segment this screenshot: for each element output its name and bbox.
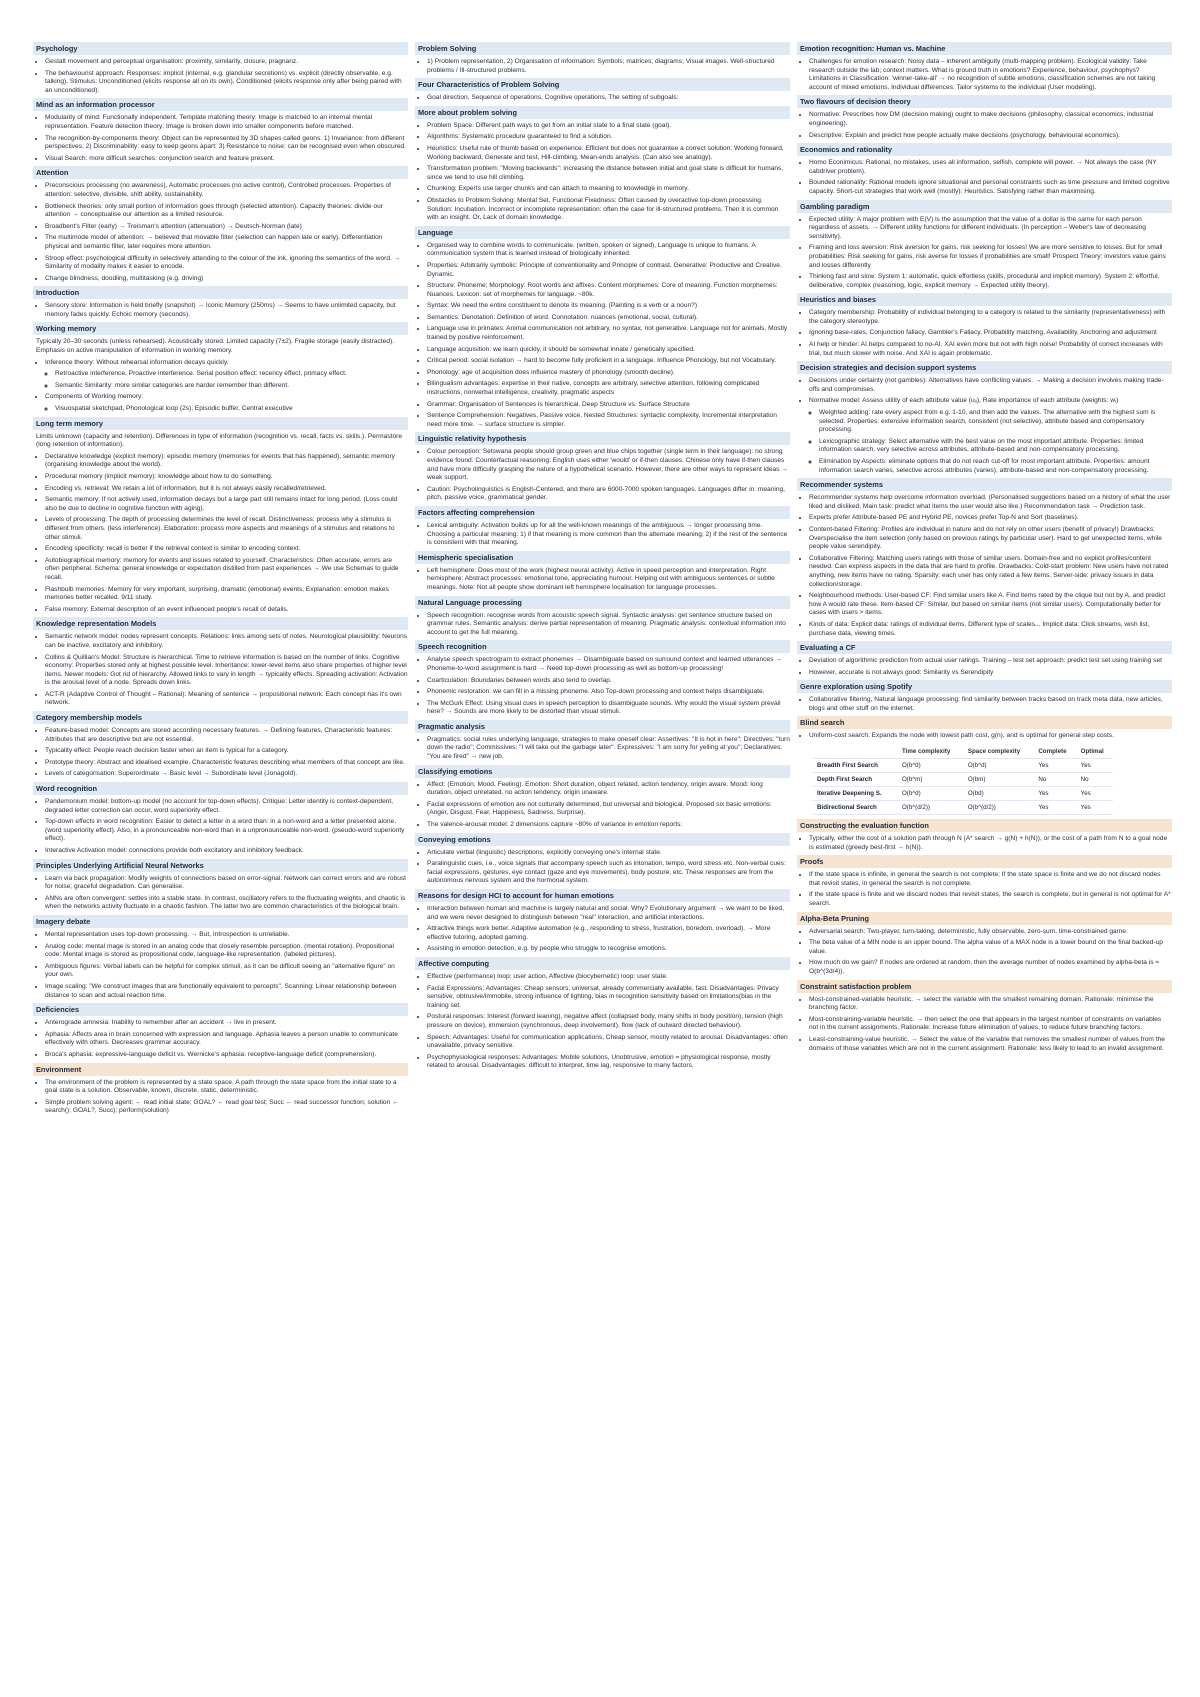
section: [797, 716, 1172, 815]
bullet-list: [797, 835, 1172, 852]
bullet-item: • Levels of processing: The depth of processing determines the level of recall. Distinctiveness: process why a stimulus is different from others. (less interference). Elaboration: process more aspects and meanings of a stimulus and relations to other stimuli.: [45, 516, 408, 542]
section: [415, 720, 790, 762]
bullet-item: • How much do we gain? If nodes are ordered at random, then the average number of nodes examined by alpha-beta is ≈ O(b^(3d/4)).: [809, 959, 1172, 976]
bullet-item: • Framing and loss aversion: Risk aversion for gains, risk seeking for losses! We are more sensitive to losses. But for small probabilities: Risk seeking for gains, risk averse for losses if probabilities are small! Prospect Theory: investors value gains and losses differently: [809, 244, 1172, 270]
table-cell: No: [1034, 773, 1076, 787]
bullet-item: • The multimode model of attention: → believed that movable filter (selection can happen late or early). Differentiation physical and semantic filter, later requires more attention.: [45, 234, 408, 251]
section: [33, 98, 408, 163]
bullet-list: [415, 448, 790, 503]
section: [797, 95, 1172, 140]
section-heading: Decision strategies and decision support systems: [797, 361, 1172, 374]
bullet-item: • Sensory store: Information is held briefly (snapshot) → Iconic Memory (250ms) → Seems to have unlimited capacity, but memory fades quickly. Echoic memory (seconds).: [45, 302, 408, 319]
section: [415, 226, 790, 430]
bullet-item: • Flashbulb memories: Memory for very important, surprising, dramatic (emotional) events. Explanation: emotion makes memories better recalled. 9/11 study.: [45, 586, 408, 603]
section-heading: Deficiencies: [33, 1003, 408, 1016]
section: [415, 765, 790, 830]
complexity-table: [813, 745, 1113, 815]
section-heading: Principles Underlying Artificial Neural Networks: [33, 859, 408, 872]
bullet-item: • Pragmatics: social rules underlying language, strategies to make oneself clear: Assertives: "It is hot in here"; Directives: "turn down the radio"; Commissives: "I will take out the garbage later". Expressives: "I am sorry for yelling at you"; Declaratives: "You are fired" → new job.: [427, 736, 790, 762]
bullet-item: • Syntax: We need the entire constituent to denote its meaning. (Painting is a verb or a noun?): [427, 302, 790, 311]
bullet-item: • Expected utility: A major problem with E(V) is the assumption that the value of a dollar is the same for each person regardless of assets. → Different utility functions for different individuals. (In perception – Weber's law of decreasing sensitivity).: [809, 216, 1172, 242]
bullet-item: ◦ Lexicographic strategy: Select alternative with the best value on the most important attribute. Properties: limited information search, very selective across attributes, attribute-based and non-compensatory processing.: [819, 438, 1172, 455]
section-heading: Factors affecting comprehension: [415, 506, 790, 519]
bullet-item: • Decisions under certainty (not gambles): Alternatives have conflicting values. → Making a decision involves making trade-offs and compromises.: [809, 377, 1172, 394]
bullet-item: • Top-down effects in word recognition: Easier to detect a letter in a word than: in a non-word and a letter presented alone. (word superiority effect). Also, in a pronounceable non-word than in a unpronounceable non-word. (pseudo-word superiority effect).: [45, 818, 408, 844]
bullet-list: [797, 996, 1172, 1054]
bullet-item: • Chunking: Experts use larger chunks and can attach to meaning to knowledge in memory.: [427, 185, 790, 194]
section-heading: Evaluating a CF: [797, 641, 1172, 654]
section: [415, 596, 790, 638]
bullet-item: • Aphasia: Affects area in brain concerned with expression and language. Aphasia leaves a person unable to communicate effectively with others. Decreases grammar accuracy.: [45, 1031, 408, 1048]
bullet-item: • Broca's aphasia: expressive-language deficit vs. Wernicke's aphasia: receptive-language deficit (comprehension).: [45, 1051, 408, 1060]
bullet-item: • Speech recognition: recognise words from acoustic speech signal. Syntactic analysis: get sentence structure based on grammar rules. Semantic analysis: derive partial representation of meaning. Pragmatic analysis: contextual information into account to get the full meaning.: [427, 612, 790, 638]
section-heading: Four Characteristics of Problem Solving: [415, 78, 790, 91]
bullet-item: • Mental representation uses top-down processing. → But, Introspection is unreliable.: [45, 931, 408, 940]
table-cell: O(b^m): [898, 773, 964, 787]
section: [797, 293, 1172, 358]
bullet-list: [415, 849, 790, 886]
bullet-list: [33, 302, 408, 319]
bullet-item: • Left hemisphere: Does most of the work (highest neural activity). Active in speed perception and interpretation. Right hemisphere: Abstract processes: emotional tone, appreciating humour. Helping out with ambiguous sentences or subtle meanings. Note: Not all people show dominant left hemisphere localisation for language processes.: [427, 567, 790, 593]
table-header-cell: Optimal: [1077, 745, 1113, 759]
table-cell: O(b^d): [898, 759, 964, 773]
bullet-item: ◦ Weighted adding: rate every aspect from e.g. 1-10, and then add the values. The alternative with the highest sum is selected. Properties: extensive information search, consistent (not selective), attribute based and compensatory processing.: [819, 409, 1172, 435]
section-heading: Knowledge representation Models: [33, 617, 408, 630]
bullet-item: • Effective (performance) loop: user action, Affective (biocybernetic) loop: user state.: [427, 973, 790, 982]
bullet-item: • Stroop effect: psychological difficulty in selectively attending to the colour of the ink, ignoring the semantics of the word. → Similarity of modality makes it easier to encode.: [45, 255, 408, 272]
bullet-item: • AI help or hinder: AI helps compared to no-AI. XAI even more but not with high noise! Probability of correct increases with trial, but much slower with noise. And XAI is again problematic.: [809, 341, 1172, 358]
section-heading: Economics and rationality: [797, 143, 1172, 156]
bullet-item: • Challenges for emotion research: Noisy data – inherent ambiguity (multi-mapping problem). Ecological validity: Take research outside the lab; context matters. What is ground truth in emotions? Experience, behaviour, psychophys? Limitations in Classification: 'winner-take-all' → no recognition of subtle emotions, classification schemes are not taking account of mixed emotions. Individual differences: Tailor systems to the individual (User modeling).: [809, 58, 1172, 92]
bullet-item: • Semantic memory: If not actively used, information decays but a large part still remains intact for long period. (Loss could also be due to decline in cognitive function with aging).: [45, 496, 408, 513]
bullet-list: [415, 567, 790, 593]
bullet-list: [797, 494, 1172, 638]
bullet-list: [33, 1019, 408, 1059]
table-cell: Yes: [1077, 801, 1113, 815]
table-cell: Depth First Search: [813, 773, 898, 787]
section-heading: Classifying emotions: [415, 765, 790, 778]
section: [797, 143, 1172, 196]
section: [33, 711, 408, 779]
section-heading: Mind as an information processor: [33, 98, 408, 111]
bullet-item: • The recognition-by-components theory: Object can be represented by 3D shapes called geons. 1) Invariance: from different perspectives; 2) Discriminability: easy to keep geons apart; 3) Resistance to noise: can be recognised even when obscured.: [45, 135, 408, 152]
bullet-item: • Components of Working memory:: [45, 393, 408, 402]
section-heading: Category membership models: [33, 711, 408, 724]
bullet-item: • 1) Problem representation, 2) Organisation of information: Symbols; matrices; diagrams; Visual images. Well-structured problems / Ill-structured problems.: [427, 58, 790, 75]
bullet-list: [415, 94, 790, 103]
section-paragraph: Typically 20–30 seconds (unless rehearsed). Acoustically stored. Limited capacity (7±2). Fragile storage (easily distracted). Emphasis on active manipulation of information in working memory.: [36, 338, 395, 355]
bullet-item: • Transformation problem: "Moving backwards": increasing the distance between initial and goal state is difficult for humans, since we tend to use hill climbing.: [427, 165, 790, 182]
bullet-item: • Most-constrained-variable heuristic. → select the variable with the smallest remaining domain. Rationale: minimise the branching factor.: [809, 996, 1172, 1013]
bullet-item: • Assisting in emotion detection, e.g. by people who struggle to recognise emotions.: [427, 945, 790, 954]
table-row: [813, 801, 1113, 815]
bullet-list: [797, 657, 1172, 677]
bullet-item: • Encoding specificity: recall is better if the retrieval context is similar to encoding context.: [45, 545, 408, 554]
section: [33, 859, 408, 912]
section-heading: Word recognition: [33, 782, 408, 795]
bullet-item: • Problem Space: Different path ways to get from an initial state to a final state (goal).: [427, 122, 790, 131]
bullet-item: • Grammar: Organisation of Sentences is hierarchical. Deep Structure vs. Surface Structure: [427, 401, 790, 410]
column-right: [797, 40, 1172, 1680]
bullet-item: • Collins & Quillian's Model: Structure is hierarchical. Time to retrieve information is based on the number of links. Cognitive economy: Properties stored only at highest possible level. Inheritance: lower-level items also share properties of higher level items. Newer models: Got rid of hierarchy. Allowed links to vary in length → typicality effects. Spreading activation: Activation is the arousal level of a node. Spreads down links.: [45, 654, 408, 688]
section: [797, 912, 1172, 977]
section: [33, 286, 408, 319]
bullet-list: [33, 633, 408, 708]
section-heading: Genre exploration using Spotify: [797, 680, 1172, 693]
bullet-item: • Neighbourhood methods: User-based CF: Find similar users like A. Find items rated by the clique but not by A, and predict how A would rate these. Item-based CF: Similar, but based on similar items (not similar users). Computationally better for cases with users > items.: [809, 592, 1172, 618]
section-heading: Attention: [33, 166, 408, 179]
bullet-item: • Broadbent's Filter (early) → Treisman's attention (attenuation) → Deutsch-Norman (late): [45, 223, 408, 232]
bullet-item: • Least-constraining-value heuristic. → Select the value of the variable that removes the smallest number of values from the domains of those variables which are not in the current assignment. Rationale: less likely to lead to an invalid assignment.: [809, 1036, 1172, 1053]
section: [797, 641, 1172, 677]
bullet-item: • Image scaling: "We construct images that are functionally equivalent to percepts". Scanning: Linear relationship between distance to scan and actual reaction time.: [45, 983, 408, 1000]
bullet-item: • Colour perception: Setswana people should group green and blue chips together (single term in their language): no strong evidence found. Counterfactual reasoning: English uses either 'would' or if-then clauses. Chinese only have if-then clauses and have more difficulty grasping the nature of a hypothetical scenario. However, there are other ways to represent ideas → weak support.: [427, 448, 790, 482]
bullet-item: • Kinds of data: Explicit data: ratings of individual items. Different type of scales... Implicit data: Click streams, wish list, purchase data, viewing times.: [809, 621, 1172, 638]
bullet-item: • Psychophysiological responses: Advantages: Mobile solutions, Unobtrusive, emotion = physiological response, mostly related to arousal. Disadvantages: difficult to interpret, time lag, responsive to many factors.: [427, 1054, 790, 1071]
table-cell: O(b^(d/2)): [898, 801, 964, 815]
bullet-item: • Anterograde amnesia: Inability to remember after an accident → live in present.: [45, 1019, 408, 1028]
bullet-item: ◦ Semantic Similarity: more similar categories are harder remember than different.: [55, 382, 408, 391]
table-header-cell: Complete: [1034, 745, 1076, 759]
table-header-row: [813, 745, 1113, 759]
bullet-item: • If the state space is finite and we discard nodes that revisit states, the search is complete, but in general is not optimal for A* search.: [809, 891, 1172, 908]
section: [797, 42, 1172, 92]
bullet-item: • Preconscious processing (no awareness), Automatic processes (no active control), Controlled processes. Properties of attention: selective, divisible, shift ability, sustainability.: [45, 182, 408, 199]
bullet-item: • Category membership: Probability of individual belonging to a category is related to the similarity (representativeness) with the category stereotype.: [809, 309, 1172, 326]
bullet-item: • Levels of categorisation: Superordinate → Basic level → Subordinate level (Jonagold).: [45, 770, 408, 779]
bullet-item: • The valence-arousal model: 2 dimensions capture ~80% of variance in emotion reports:: [427, 821, 790, 830]
bullet-list: [33, 114, 408, 163]
bullet-list: [415, 736, 790, 762]
section-heading: Environment: [33, 1063, 408, 1076]
bullet-item: • If the state space is infinite, in general the search is not complete; If the state space is finite and we do not discard nodes that revisit states, in general the search is not complete.: [809, 871, 1172, 888]
bullet-item: • Feature-based model: Concepts are stored according necessary features. → Defining features, Characteristic features: Attributes that are descriptive but are not essential.: [45, 727, 408, 744]
bullet-item: • Structure: Phoneme; Morphology: Root words and affixes. Content morphemes: Core of meaning. Function morphemes: Nuances. Lexicon: set of morphemes for language. ~80k.: [427, 282, 790, 299]
bullet-list: [415, 58, 790, 75]
bullet-item: • Postural responses: Interest (forward leaning), negative affect (collapsed body, many shifts in body position), tension (high pressure on device), immersion (synchronous, deep involvement), flow (lack of outward directed behaviour).: [427, 1013, 790, 1030]
bullet-item: • Analyse speech spectrogram to extract phonemes → Disambiguate based on surround context and learned utterances → Phoneme-to-word assignment is hard → Need top-down processing as well as bottom-up processing!: [427, 656, 790, 673]
bullet-item: • Critical period: social isolation → hard to become fully proficient in a language. Influence Phonology, but not Vocabulary.: [427, 357, 790, 366]
bullet-item: • ANNs are often convergent: settles into a stable state. In contrast, oscillatory refers to the fluctuating weights, and chaotic is when the networks activity fluctuate in a chaotic fashion. The latter two are common characteristics of the biological brain.: [45, 895, 408, 912]
table-cell: O(b^d): [898, 787, 964, 801]
bullet-item: • Homo Econimicus: Rational, no mistakes, uses all information, selfish, complete will power. → Not always the case (NY cabdriver problem).: [809, 159, 1172, 176]
bullet-item: • The beta value of a MIN node is an upper bound. The alpha value of a MAX node is a lower bound on the final backed-up value.: [809, 939, 1172, 956]
bullet-item: • Gestalt movement and perceptual organisation: proximity, similarity, closure, pragnanz.: [45, 58, 408, 67]
bullet-item: • Autobiographical memory: memory for events and issues related to yourself. Characteristics: Often accurate, errors are often peripheral. Schema: general knowledge or expectation distilled from past experiences → We use Schemas to guide recall.: [45, 557, 408, 583]
bullet-item: • Encoding vs. retrieval: We retain a lot of information, but it is not always easily recalled/retrieved.: [45, 485, 408, 494]
bullet-list: [415, 522, 790, 548]
bullet-item: • Content-based Filtering: Profiles are individual in nature and do not rely on other users (benefit of privacy!) Drawbacks: Overspecialise the item selection (only based on previous ratings by particular user). Hard to get unexpected items, while people value serendipity.: [809, 526, 1172, 552]
bullet-list: [797, 377, 1172, 475]
section-heading: Constructing the evaluation function: [797, 819, 1172, 832]
bullet-item: • Uniform-cost search: Expands the node with lowest path cost, g(n), and is optimal for general step costs.: [809, 732, 1172, 741]
section-heading: Proofs: [797, 855, 1172, 868]
bullet-item: • Articulate verbal (linguistic) descriptions, explicitly conveying one's internal state.: [427, 849, 790, 858]
bullet-item: • Lexical ambiguity: Activation builds up for all the well-known meanings of the ambiguous → longer processing time. Choosing a particular meaning: 1) if that meaning is more common than the alternate meaning; 2) if the rest of the sentence is consistent with that meaning.: [427, 522, 790, 548]
section: [415, 833, 790, 886]
table-cell: No: [1077, 773, 1113, 787]
section: [33, 417, 408, 615]
section: [415, 889, 790, 954]
bullet-item: • Normative: Prescribes how DM (decision making) ought to make decisions (philosophy, classical economics, industrial engineering).: [809, 111, 1172, 128]
bullet-list: [33, 359, 408, 414]
bullet-list: [33, 1079, 408, 1116]
section-heading: More about problem solving: [415, 106, 790, 119]
bullet-item: • Collaborative filtering, Natural language processing: find similarity between tracks based on track meta data, new articles, blogs and other stuff on the internet.: [809, 696, 1172, 713]
bullet-item: • Experts prefer Attribute-based PE and Hybrid PE, novices prefer Top-N and Sort (baselines).: [809, 514, 1172, 523]
bullet-item: • Normative model: Assess utility of each attribute value (uᵢⱼ), Rate importance of each attribute (weights: wⱼ): [809, 397, 1172, 406]
bullet-list: [33, 798, 408, 856]
section-heading: Psychology: [33, 42, 408, 55]
section-heading: Language: [415, 226, 790, 239]
column-middle: [415, 40, 790, 1680]
section-heading: Imagery debate: [33, 915, 408, 928]
bullet-list: [797, 58, 1172, 92]
section-heading: Affective computing: [415, 957, 790, 970]
section-heading: Emotion recognition: Human vs. Machine: [797, 42, 1172, 55]
section: [797, 200, 1172, 291]
bullet-list: [797, 928, 1172, 977]
table-cell: Yes: [1034, 787, 1076, 801]
table-header-cell: [813, 745, 898, 759]
bullet-item: • Inference theory: Without rehearsal information decays quickly.: [45, 359, 408, 368]
bullet-item: • Language acquisition: we learn quickly, it should be somewhat innate / genetically specified.: [427, 346, 790, 355]
section: [415, 432, 790, 503]
bullet-item: • Change blindness, doodling, multitasking (e.g. driving): [45, 275, 408, 284]
section: [797, 478, 1172, 638]
section-heading: Hemispheric specialisation: [415, 551, 790, 564]
bullet-item: • Speech: Advantages: Useful for communication applications, Cheap sensor, mostly related to arousal. Disadvantages: often unavailable, privacy sensitive.: [427, 1034, 790, 1051]
bullet-item: • Adversarial search: Two-player, turn-taking, deterministic, fully observable, zero-sum, time-constrained game.: [809, 928, 1172, 937]
section: [797, 680, 1172, 713]
bullet-item: • Ignoring base-rates, Conjunction fallacy, Gambler's Fallacy, Probability matching, Availability, Anchoring and adjustment: [809, 329, 1172, 338]
section-heading: Gambling paradigm: [797, 200, 1172, 213]
section-heading: Heuristics and biases: [797, 293, 1172, 306]
section-heading: Problem Solving: [415, 42, 790, 55]
section-heading: Working memory: [33, 322, 408, 335]
section: [33, 42, 408, 95]
bullet-item: • Modularity of mind: Functionally independent. Template matching theory: Image is matched to an internal mental representation. Feature detection theory: Image is broken down into smaller components before matched.: [45, 114, 408, 131]
bullet-item: • Analog code: mental mage is stored in an analog code that closely resemble perception. (mental rotation). Propositional code: Mental image is stored as propositional code, language-like representation. (labeled pictures).: [45, 943, 408, 960]
section: [415, 42, 790, 75]
section-heading: Reasons for design HCI to account for human emotions: [415, 889, 790, 902]
bullet-list: [33, 453, 408, 615]
bullet-item: • Bounded rationality: Rational models ignore situational and personal constraints such as time pressure and limited cognitive capacity. Short-cut strategies that work well (mostly): Heuristics. Satisfying rather than maximising.: [809, 179, 1172, 196]
bullet-item: • Obstacles to Problem Solving: Mental Set, Functional Fixedness: Often caused by overactive top-down processing. Solution: Incubation. Incorrect or incomplete representation: often the case for ill-structured problems. Then it is common with an insight. Or, Lack of domain knowledge.: [427, 197, 790, 223]
section-heading: Recommender systems: [797, 478, 1172, 491]
bullet-item: • ACT-R (Adaptive Control of Thought – Rational): Meaning of sentence → propositional network. Each concept has it's own network.: [45, 691, 408, 708]
table-cell: O(bd): [964, 787, 1034, 801]
bullet-list: [797, 216, 1172, 291]
table-row: [813, 773, 1113, 787]
bullet-list: [415, 656, 790, 717]
section: [797, 980, 1172, 1054]
bullet-item: • Declarative knowledge (explicit memory): episodic memory (memories for events that has happened), semantic memory (organising knowledge about the world).: [45, 453, 408, 470]
bullet-item: • Deviation of algorithmic prediction from actual user ratings. Training – test set approach: predict test set using training set: [809, 657, 1172, 666]
bullet-list: [33, 875, 408, 912]
bullet-item: • Attractive things work better. Adaptive automation (e.g., responding to stress, frustration, boredom, overload). → More effective tutoring, adopted gaming.: [427, 925, 790, 942]
section-heading: Speech recognition: [415, 640, 790, 653]
bullet-item: • Bilingualism advantages: expertise in their native, concepts are arbitrary, selective attention, following complicated instructions, nonverbal intelligence, creativity, pragmatic aspects: [427, 380, 790, 397]
bullet-item: • Interactive Activation model: connections provide both excitatory and inhibitory feedback.: [45, 847, 408, 856]
bullet-item: • Goal direction, Sequence of operations, Cognitive operations, The setting of subgoals:: [427, 94, 790, 103]
section-paragraph: Limits unknown (capacity and retention). Differences in type of information (recognition vs. recall, facts vs. skills.). Permastore (long retention of information).: [36, 432, 402, 449]
section-heading: Pragmatic analysis: [415, 720, 790, 733]
bullet-list: [415, 905, 790, 954]
bullet-list: [415, 973, 790, 1071]
bullet-item: • Facial Expressions: Advantages: Cheap sensors, universal, already commercially available, fast. Disadvantages: Privacy sensitive, obtrusive/immobile, strong influence of lighting, bias in recognition sensitivity based on limitations(bias in the training set.: [427, 985, 790, 1011]
bullet-item: • Simple problem solving agent: ← read initial state; GOAL? ← read goal test; Succ ← read successor function; solution ← search(); GOAL?, Succ); perform(solution): [45, 1099, 408, 1116]
bullet-item: • Facial expressions of emotion are not culturally determined, but universal and biological. Proposed six basic emotions: (Anger, Disgust, Fear, Happiness, Sadness, Surprise).: [427, 801, 790, 818]
bullet-item: • Sentence Comprehension: Negatives, Passive voice, Nested Structures: syntactic complexity, Incremental interpretation need more time. → surface structure is simpler.: [427, 412, 790, 429]
section-heading: Alpha-Beta Pruning: [797, 912, 1172, 925]
bullet-item: • Learn via back propagation: Modify weights of connections based on error-signal. Network can correct errors and are robust for noise; graceful degradation. Can generalise.: [45, 875, 408, 892]
bullet-item: • The environment of the problem is represented by a state space. A path through the state space from the initial state to a goal state is a solution. Observable, known, discrete, static, deterministic.: [45, 1079, 408, 1096]
section: [797, 819, 1172, 852]
bullet-item: • Typically, either the cost of a solution path through N (A* search → g(N) + h(N)), or the cost of a path from N to a goal node is estimated (greedy best-first → h(N)).: [809, 835, 1172, 852]
table-header-cell: Time complexity: [898, 745, 964, 759]
bullet-list: [33, 58, 408, 95]
section-heading: Linguistic relativity hypothesis: [415, 432, 790, 445]
bullet-item: • Descriptive: Explain and predict how people actually make decisions (psychology, behavioural economics).: [809, 132, 1172, 141]
bullet-list: [415, 242, 790, 430]
table-row: [813, 787, 1113, 801]
bullet-list: [797, 159, 1172, 196]
bullet-item: • Algorithms: Systematic procedure guaranteed to find a solution.: [427, 133, 790, 142]
bullet-list: [415, 612, 790, 638]
bullet-item: • Prototype theory: Abstract and idealised example. Characteristic features describing what members of that concept are like.: [45, 759, 408, 768]
bullet-item: • Phonology: age of acquisition does influence mastery of phonology (smooth decline).: [427, 369, 790, 378]
bullet-item: • Pandemonium model: bottom-up model (no account for top-down effects). Critique: Letter identity is context-dependent, degraded letter correction can occur, word superiority effect.: [45, 798, 408, 815]
bullet-item: • Thinking fast and slow: System 1: automatic, quick effortless (skills, procedural and implicit memory). System 2: effortful, deliberative, complex (reasoning, logic, explicit memory → Expected utility theory).: [809, 273, 1172, 290]
section: [415, 78, 790, 103]
section: [415, 551, 790, 593]
bullet-item: • The McGurk Effect: Using visual cues in speech perception to disambiguate sounds. Why would the visual system prevail here? → Sounds are more likely to be distorted than visual stimuli.: [427, 700, 790, 717]
section: [415, 106, 790, 223]
table-cell: Yes: [1077, 787, 1113, 801]
section: [33, 322, 408, 413]
bullet-list: [33, 182, 408, 283]
section-heading: Natural Language processing: [415, 596, 790, 609]
bullet-item: • Heuristics: Useful rule of thumb based on experience. Efficient but does not guarantee a correct solution: Working forward, Working backward, Generate and test, Hill-climbing, Mean-ends analysis. (Can also see analogy).: [427, 145, 790, 162]
bullet-item: • However, accurate is not always good: Similarity vs Serendipity: [809, 669, 1172, 678]
table-cell: Iterative Deepening S.: [813, 787, 898, 801]
section-heading: Long term memory: [33, 417, 408, 430]
bullet-item: • Most-constraining-variable heuristic. → then select the one that appears in the largest number of constraints on variables not in the current assignments. Rationale: Increase future elimination of values, to reduce future branching factors.: [809, 1016, 1172, 1033]
section-heading: Blind search: [797, 716, 1172, 729]
section: [415, 506, 790, 548]
bullet-list: [33, 727, 408, 779]
bullet-item: • Visual Search: more difficult searches: conjunction search and feature present.: [45, 155, 408, 164]
bullet-item: • Language use in primates: Animal communication not arbitrary, no syntax, not generative. Language not for animals. Mostly trained by positive reinforcement.: [427, 325, 790, 342]
column-left: [33, 40, 408, 1680]
bullet-item: ◦ Retroactive interference, Proactive interference. Serial position effect: recency effect, primacy effect.: [55, 370, 408, 379]
bullet-item: • Caution: Psycholinguistics is English-Centered, and there are 6000-7000 spoken languages. Languages differ in: meaning, pitch, passive voice, grammatical gender.: [427, 486, 790, 503]
bullet-list: [797, 871, 1172, 908]
bullet-item: • Semantic network model: nodes represent concepts. Relations: links among sets of notes. Neurological plausibility: Neurons can be inactive, excitatory and inhibitory.: [45, 633, 408, 650]
section: [33, 915, 408, 1000]
bullet-item: • Bottleneck theories: only small portion of information goes through (selected attention). Capacity theories: divide our attention → conceptualise our attention as a limited resource.: [45, 203, 408, 220]
section: [33, 617, 408, 708]
bullet-list: [797, 111, 1172, 140]
section: [33, 1063, 408, 1116]
bullet-list: [797, 309, 1172, 358]
table-header-cell: Space complexity: [964, 745, 1034, 759]
section-heading: Two flavours of decision theory: [797, 95, 1172, 108]
bullet-list: [415, 781, 790, 830]
table-cell: Yes: [1077, 759, 1113, 773]
bullet-item: • Interaction between human and machine is largely natural and social. Why? Evolutionary argument → we want to be liked, and we were never designed to distinguish between "real" interaction, and artificial interactions.: [427, 905, 790, 922]
section: [33, 166, 408, 283]
section-heading: Conveying emotions: [415, 833, 790, 846]
section-heading: Constraint satisfaction problem: [797, 980, 1172, 993]
section: [33, 1003, 408, 1059]
table-cell: O(bm): [964, 773, 1034, 787]
bullet-item: • Organised way to combine words to communicate. (written, spoken or signed), Language is unique to humans. A communication system that is learned instead of biologically inherited.: [427, 242, 790, 259]
table-cell: Yes: [1034, 759, 1076, 773]
section: [415, 640, 790, 717]
table-cell: Yes: [1034, 801, 1076, 815]
bullet-item: • Typicality effect: People reach decision faster when an item is typical for a category.: [45, 747, 408, 756]
bullet-item: ◦ Elimination by Aspects: eliminate options that do not reach cut-off for most important attribute. Properties: amount information search varies, selective across attributes (varies), attribute-based and non-compensatory processing.: [819, 458, 1172, 475]
table-cell: Bidirectional Search: [813, 801, 898, 815]
section: [33, 782, 408, 856]
table-cell: Breadth First Search: [813, 759, 898, 773]
bullet-list: [797, 696, 1172, 713]
bullet-item: ◦ Visuospatial sketchpad, Phonological loop (2s), Episodic buffer, Central executive: [55, 405, 408, 414]
section: [797, 855, 1172, 908]
cheat-sheet-page: [33, 40, 1173, 1680]
bullet-item: • Collaborative Filtering: Matching users ratings with those of similar users. Domain-free and no explicit profiles/content needed. Can express aspects in the data that are hard to profile. Drawbacks: Cold-start problem: New users have not rated anything, new items have no rating. Sparsity: each user has only rated a few items. Server-side: privacy issues in data collection/storage.: [809, 555, 1172, 589]
bullet-item: • Recommender systems help overcome information overload. (Personalised suggestions based on a history of what the user liked and disliked, Main task: predict what items the user would also like.) Recommendation task → Prediction task.: [809, 494, 1172, 511]
bullet-list: [797, 732, 1172, 741]
bullet-item: • Procedural memory (implicit memory): knowledge about how to do something.: [45, 473, 408, 482]
bullet-list: [33, 931, 408, 1000]
bullet-item: • Coarticulation: Boundaries between words also tend to overlap.: [427, 677, 790, 686]
table-row: [813, 759, 1113, 773]
bullet-list: [415, 122, 790, 223]
bullet-item: • Affect: (Emotion, Mood, Feeling). Emotion: Short duration, object related, action tendency, origin aware. Mood: long duration, object unrelated, no action tendency, origin unaware.: [427, 781, 790, 798]
section: [415, 957, 790, 1071]
bullet-item: • Phonemic restoration: we can fill in a missing phoneme. Also Top-down processing and context helps disambiguate.: [427, 688, 790, 697]
bullet-item: • Ambiguous figures: Verbal labels can be helpful for complex stimuli, as it can be difficult seeing an "alternative figure" on your own.: [45, 963, 408, 980]
bullet-item: • Semantics: Denotation: Definition of word. Connotation: nuances (emotional, social, cultural).: [427, 314, 790, 323]
table-cell: O(b^d): [964, 759, 1034, 773]
bullet-item: • False memory: External description of an event influenced people's recall of details.: [45, 606, 408, 615]
bullet-item: • Properties: Arbitrarily symbolic: Principle of conventionality and Principle of contrast. Generative: Productive and Creative. Dynamic.: [427, 262, 790, 279]
table-cell: O(b^(d/2)): [964, 801, 1034, 815]
bullet-item: • Paralinguistic cues, i.e., voice signals that accompany speech such as intonation, tempo, word stress etc. Non-verbal cues: facial expressions, gestures, eye contact (gaze and eye movements), body posture, etc. These responses are from the autonomous nervous system and the hormonal system.: [427, 860, 790, 886]
bullet-item: • The behaviourist approach: Responses: implicit (internal, e.g. glandular secretions) vs. explicit (directly observable, e.g. talking). Stimulus: Unconditioned (elicits response all on its own), Conditioned (elicits response only after being paired with an unconditioned).: [45, 70, 408, 96]
section-heading: Introduction: [33, 286, 408, 299]
section: [797, 361, 1172, 475]
